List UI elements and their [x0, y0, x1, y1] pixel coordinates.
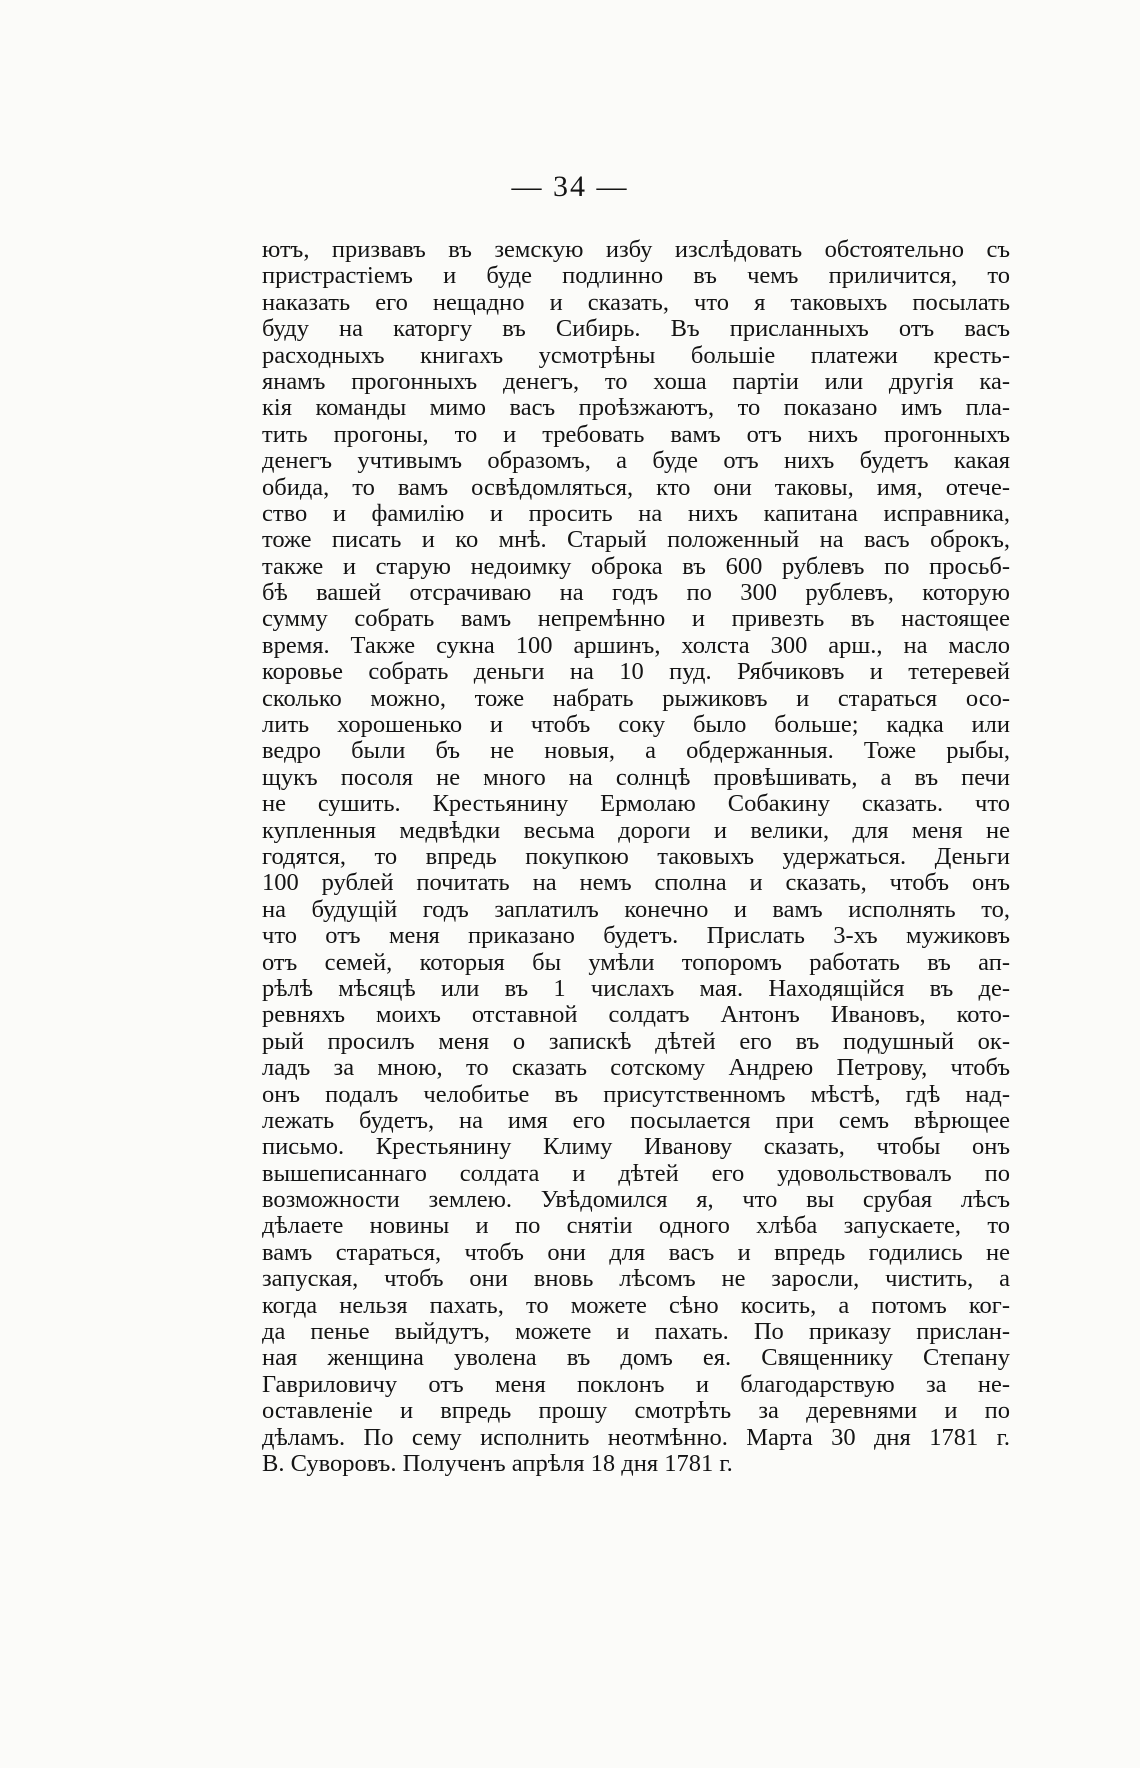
text-line: Гавриловичу отъ меня поклонъ и благодарствую за не- — [262, 1370, 1010, 1398]
text-line: щукъ посоля не много на солнцѣ провѣшивать, а въ печи — [262, 763, 1010, 791]
text-line: ладъ за мною, то сказать сотскому Андрею Петрову, чтобъ — [262, 1054, 1010, 1082]
text-line: тоже писать и ко мнѣ. Старый положенный на васъ оброкъ, — [262, 526, 1010, 554]
text-line: сумму собрать вамъ непремѣнно и привезть въ настоящее — [262, 605, 1010, 633]
text-line: купленныя медвѣдки весьма дороги и велики, для меня не — [262, 816, 1010, 844]
text-line: кія команды мимо васъ проѣзжаютъ, то показано имъ пла- — [262, 394, 1010, 422]
text-line: письмо. Крестьянину Климу Иванову сказать, чтобы онъ — [262, 1133, 1010, 1161]
text-line: денегъ учтивымъ образомъ, а буде отъ нихъ будетъ какая — [262, 447, 1010, 475]
text-line: дѣламъ. По сему исполнить неотмѣнно. Марта 30 дня 1781 г. — [262, 1423, 1010, 1451]
text-line: ютъ, призвавъ въ земскую избу изслѣдовать обстоятельно съ — [262, 236, 1010, 263]
text-line: бѣ вашей отсрачиваю на годъ по 300 рублевъ, которую — [262, 579, 1010, 607]
text-line: обида, то вамъ освѣдомляться, кто они таковы, имя, отече- — [262, 473, 1010, 501]
text-line: ная женщина уволена въ домъ ея. Священнику Степану — [262, 1344, 1010, 1372]
text-line: вышеписаннаго солдата и дѣтей его удовольствовалъ по — [262, 1159, 1010, 1187]
text-line: коровье собрать деньги на 10 пуд. Рябчиковъ и тетеревей — [262, 658, 1010, 686]
text-line: наказать его нещадно и сказать, что я таковыхъ посылать — [262, 288, 1010, 316]
text-line: лить хорошенько и чтобъ соку было больше; кадка или — [262, 711, 1010, 739]
text-line: когда нельзя пахать, то можете сѣно косить, а потомъ ког- — [262, 1291, 1010, 1319]
text-line: запуская, чтобъ они вновь лѣсомъ не заросли, чистить, а — [262, 1265, 1010, 1293]
text-line: да пенье выйдутъ, можете и пахать. По приказу прислан- — [262, 1318, 1010, 1346]
text-line: отъ семей, которыя бы умѣли топоромъ работать въ ап- — [262, 948, 1010, 976]
text-line: 100 рублей почитать на немъ сполна и сказать, чтобъ онъ — [262, 869, 1010, 897]
text-line: оставленіе и впредь прошу смотрѣть за деревнями и по — [262, 1397, 1010, 1425]
text-line: онъ подалъ челобитье въ присутственномъ мѣстѣ, гдѣ над- — [262, 1080, 1010, 1108]
signature-line: В. Суворовъ. Полученъ апрѣля 18 дня 1781 г. — [262, 1449, 733, 1477]
text-line: что отъ меня приказано будетъ. Прислать 3-хъ мужиковъ — [262, 922, 1010, 950]
text-line: возможности землею. Увѣдомился я, что вы срубая лѣсъ — [262, 1186, 1010, 1214]
text-line: дѣлаете новины и по снятіи одного хлѣба запускаете, то — [262, 1212, 1010, 1240]
text-line: ревняхъ моихъ отставной солдатъ Антонъ Ивановъ, кото- — [262, 1001, 1010, 1029]
letter-text — [262, 237, 1010, 1477]
text-line: тить прогоны, то и требовать вамъ отъ нихъ прогонныхъ — [262, 420, 1010, 448]
text-line: лежать будетъ, на имя его посылается при семъ вѣрющее — [262, 1106, 1010, 1134]
text-line: сколько можно, тоже набрать рыжиковъ и стараться осо- — [262, 684, 1010, 712]
text-line: расходныхъ книгахъ усмотрѣны большіе платежи кресть- — [262, 341, 1010, 369]
page-number: — 34 — — [511, 170, 629, 203]
text-line: ство и фамилію и просить на нихъ капитана исправника, — [262, 499, 1010, 527]
text-line: на будущій годъ заплатилъ конечно и вамъ исполнять то, — [262, 895, 1010, 923]
text-line: буду на каторгу въ Сибирь. Въ присланныхъ отъ васъ — [262, 315, 1010, 343]
text-line: рѣлѣ мѣсяцѣ или въ 1 числахъ мая. Находящійся въ де- — [262, 974, 1010, 1002]
text-line: годятся, то впредь покупкою таковыхъ удержаться. Деньги — [262, 842, 1010, 870]
text-line: также и старую недоимку оброка въ 600 рублевъ по просьб- — [262, 552, 1010, 580]
text-line: вамъ стараться, чтобъ они для васъ и впредь годились не — [262, 1238, 1010, 1266]
text-line: не сушить. Крестьянину Ермолаю Собакину сказать. что — [262, 790, 1010, 818]
text-line: время. Также сукна 100 аршинъ, холста 300 арш., на масло — [262, 631, 1010, 659]
text-line: янамъ прогонныхъ денегъ, то хоша партіи или другія ка- — [262, 367, 1010, 395]
text-line: ведро были бъ не новыя, а обдержанныя. Тоже рыбы, — [262, 737, 1010, 765]
text-line: рый просилъ меня о запискѣ дѣтей его въ подушный ок- — [262, 1027, 1010, 1055]
text-line: пристрастіемъ и буде подлинно въ чемъ приличится, то — [262, 262, 1010, 290]
